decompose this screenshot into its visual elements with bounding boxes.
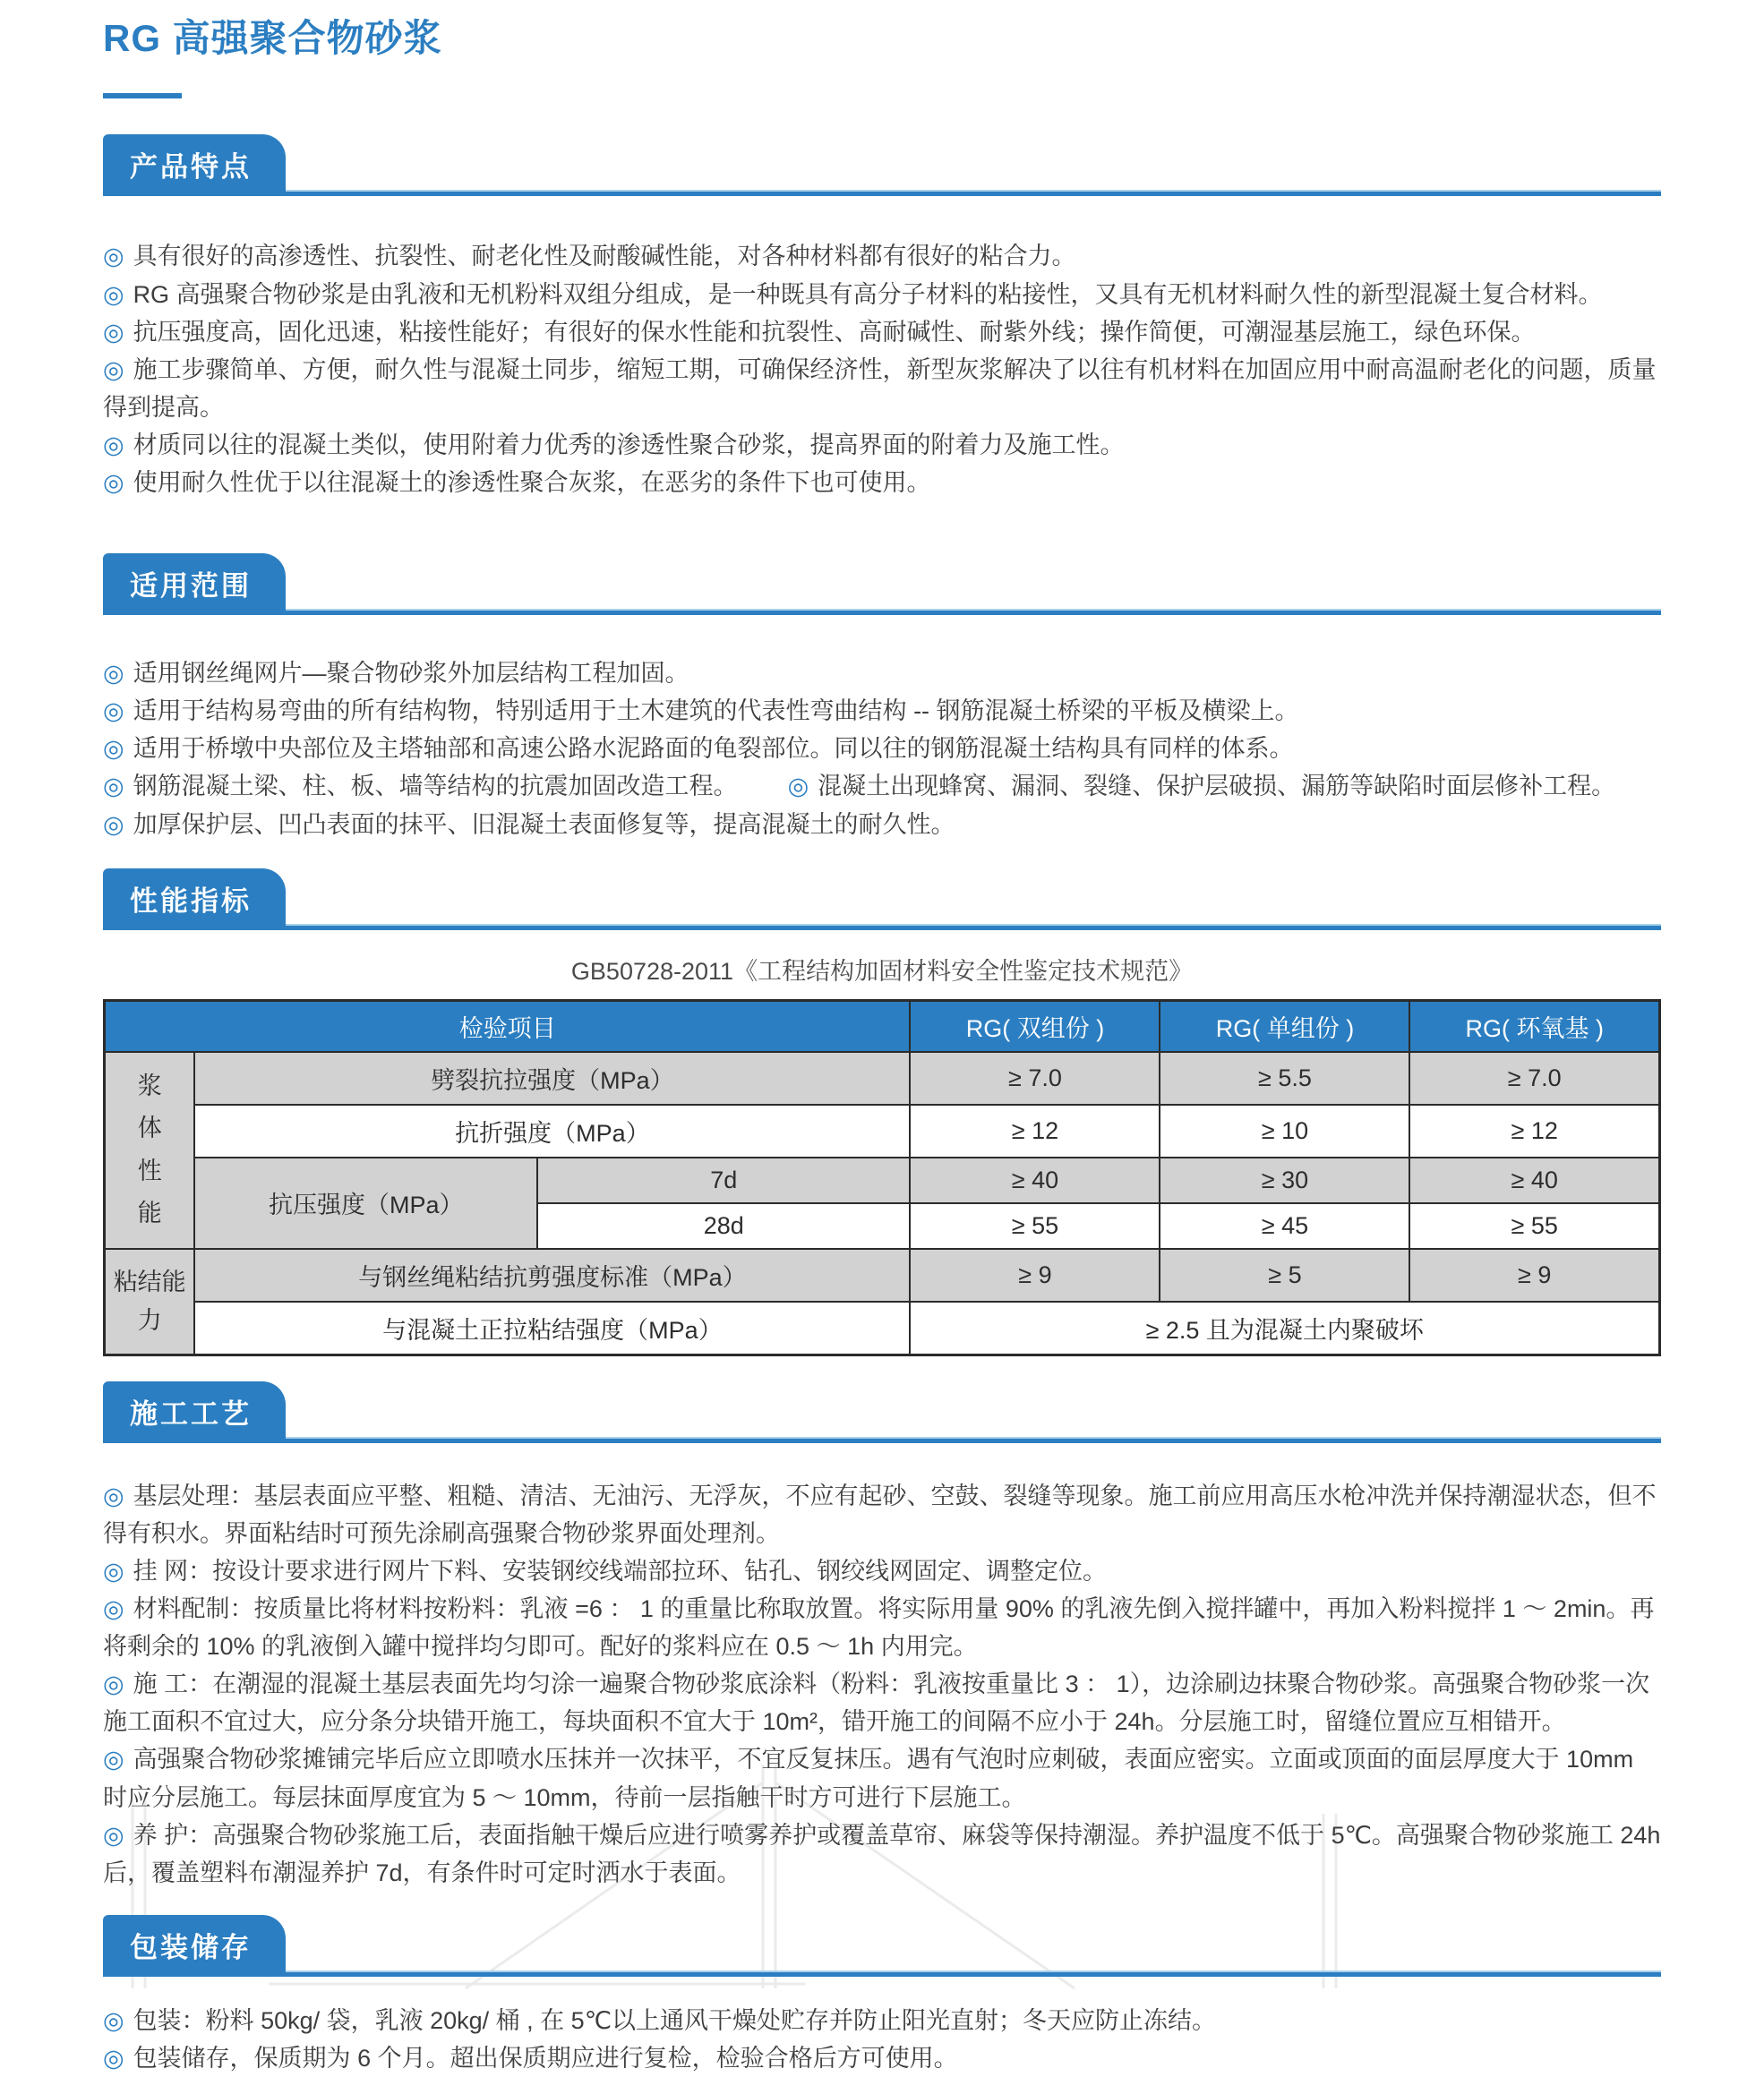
section-badge-scope: 适用范围 xyxy=(103,553,286,615)
list-item xyxy=(103,313,1661,351)
page-title: RG 高强聚合物砂浆 xyxy=(103,17,442,59)
list-item-text: 钢筋混凝土梁、柱、板、墙等结构的抗震加固改造工程。 xyxy=(133,773,738,800)
header-cell-rg-double: RG( 双组份 ) xyxy=(910,1000,1160,1052)
value-cell: ≥ 55 xyxy=(1409,1203,1659,1249)
list-item xyxy=(103,806,1661,843)
list-item-text: 施工步骤简单、方便，耐久性与混凝土同步，缩短工期，可确保经济性，新型灰浆解决了以往有机材料在加固应用中耐高温耐老化的问题，质量得到提高。 xyxy=(103,355,1657,421)
bullet-icon: ◎ xyxy=(103,810,124,838)
bullet-icon: ◎ xyxy=(103,697,124,725)
list-item xyxy=(103,1477,1661,1552)
section-rule xyxy=(103,924,1661,930)
list-item-double xyxy=(103,767,1661,805)
section-features xyxy=(103,134,1661,501)
list-item-text: 抗压强度高，固化迅速，粘接性能好；有很好的保水性能和抗裂性、高耐碱性、耐紫外线；操作简便，可潮湿基层施工，绿色环保。 xyxy=(133,318,1536,346)
list-item-text: 材质同以往的混凝土类似，使用附着力优秀的渗透性聚合砂浆，提高界面的附着力及施工性。 xyxy=(133,431,1125,458)
list-item xyxy=(103,654,1661,692)
performance-table xyxy=(103,999,1661,1356)
value-cell: ≥ 7.0 xyxy=(1409,1052,1659,1105)
packaging-list xyxy=(103,2002,1661,2077)
list-item-text: 加厚保护层、凹凸表面的抹平、旧混凝土表面修复等，提高混凝土的耐久性。 xyxy=(133,810,955,838)
list-item xyxy=(103,1552,1661,1590)
list-item xyxy=(103,2039,1661,2077)
list-item-text: 混凝土出现蜂窝、漏洞、裂缝、保护层破损、漏筋等缺陷时面层修补工程。 xyxy=(818,773,1616,800)
section-header-performance xyxy=(103,868,1661,930)
list-item xyxy=(103,730,1661,767)
table-caption: GB50728-2011《工程结构加固材料安全性鉴定技术规范》 xyxy=(570,957,1194,985)
title-underline xyxy=(103,93,182,98)
bullet-icon: ◎ xyxy=(103,280,124,308)
item-cell: 与混凝土正拉粘结强度（MPa） xyxy=(194,1302,910,1355)
value-cell: ≥ 40 xyxy=(1409,1158,1659,1203)
section-badge-packaging: 包装储存 xyxy=(103,1915,286,1977)
bullet-icon: ◎ xyxy=(103,2045,124,2073)
section-process xyxy=(103,1381,1661,1892)
list-item-text: 具有很好的高渗透性、抗裂性、耐老化性及耐酸碱性能，对各种材料都有很好的粘合力。 xyxy=(133,243,1076,270)
bullet-icon: ◎ xyxy=(787,773,809,800)
table-row xyxy=(105,1249,1660,1302)
bullet-icon: ◎ xyxy=(103,735,124,763)
list-item xyxy=(103,2002,1661,2039)
list-item-text: 适用于结构易弯曲的所有结构物，特别适用于土木建筑的代表性弯曲结构 -- 钢筋混凝土桥梁的平板及横梁上。 xyxy=(133,697,1299,725)
list-item-text: 施 工：在潮湿的混凝土基层表面先均匀涂一遍聚合物砂浆底涂料（粉料：乳液按重量比 3 ： 1），边涂刷边抹聚合物砂浆。高强聚合物砂浆一次施工面积不宜过大，应分条分块错开施工，每块面积不宜大于 10m²，错开施工的间隔不应小于 24h。分层施工时，留缝位置应互相错开。 xyxy=(103,1671,1650,1736)
list-item xyxy=(103,1665,1661,1740)
section-badge-performance: 性能指标 xyxy=(103,868,286,930)
section-rule xyxy=(103,609,1661,615)
value-cell: ≥ 40 xyxy=(910,1158,1160,1203)
list-item-text: 挂 网：按设计要求进行网片下料、安装钢绞线端部拉环、钻孔、钢绞线网固定、调整定位。 xyxy=(133,1557,1108,1585)
section-header-packaging xyxy=(103,1915,1661,1977)
header-cell-item: 检验项目 xyxy=(105,1000,911,1052)
list-item-text: 包装：粉料 50kg/ 袋，乳液 20kg/ 桶 , 在 5℃以上通风干燥处贮存并防止阳光直射；冬天应防止冻结。 xyxy=(133,2006,1217,2034)
bullet-icon: ◎ xyxy=(103,1671,124,1698)
category-cell-paste: 浆体性能 xyxy=(105,1052,195,1249)
list-item xyxy=(103,1590,1661,1665)
bullet-icon: ◎ xyxy=(103,773,124,800)
bullet-icon: ◎ xyxy=(103,355,124,383)
list-item xyxy=(103,1740,1661,1816)
table-row xyxy=(105,1158,1660,1203)
subitem-cell-28d: 28d xyxy=(537,1203,910,1249)
value-cell: ≥ 7.0 xyxy=(910,1052,1160,1105)
section-rule xyxy=(103,1970,1661,1977)
value-cell: ≥ 5 xyxy=(1160,1249,1409,1302)
bullet-icon: ◎ xyxy=(103,469,124,497)
bullet-icon: ◎ xyxy=(103,243,124,270)
bullet-icon: ◎ xyxy=(103,1482,124,1509)
header-cell-rg-epoxy: RG( 环氧基 ) xyxy=(1409,1000,1659,1052)
table-header-row xyxy=(105,1000,1660,1052)
scope-list xyxy=(103,654,1661,843)
value-cell: ≥ 12 xyxy=(1409,1105,1659,1158)
item-cell: 抗折强度（MPa） xyxy=(194,1105,910,1158)
list-item-text: 基层处理：基层表面应平整、粗糙、清洁、无油污、无浮灰，不应有起砂、空鼓、裂缝等现象。施工前应用高压水枪冲洗并保持潮湿状态，但不得有积水。界面粘结时可预先涂刷高强聚合物砂浆界面处理剂。 xyxy=(103,1482,1657,1547)
table-row xyxy=(105,1105,1660,1158)
table-row xyxy=(105,1052,1660,1105)
value-cell: ≥ 10 xyxy=(1160,1105,1409,1158)
list-item xyxy=(103,351,1661,426)
bullet-icon: ◎ xyxy=(103,1557,124,1585)
section-packaging xyxy=(103,1915,1661,2077)
features-list xyxy=(103,237,1661,501)
bullet-icon: ◎ xyxy=(103,660,124,688)
item-cell-compressive: 抗压强度（MPa） xyxy=(194,1158,537,1249)
bullet-icon: ◎ xyxy=(103,318,124,346)
list-item xyxy=(103,276,1661,313)
value-cell: ≥ 55 xyxy=(910,1203,1160,1249)
list-item-text: 包装储存，保质期为 6 个月。超出保质期应进行复检，检验合格后方可使用。 xyxy=(133,2045,958,2073)
item-cell: 劈裂抗拉强度（MPa） xyxy=(194,1052,910,1105)
process-list xyxy=(103,1477,1661,1892)
section-scope xyxy=(103,553,1661,843)
category-cell-bond: 粘结能力 xyxy=(105,1249,195,1355)
list-item xyxy=(103,692,1661,730)
section-badge-features: 产品特点 xyxy=(103,134,286,196)
section-header-features xyxy=(103,134,1661,196)
list-item-text: RG 高强聚合物砂浆是由乳液和无机粉料双组分组成，是一种既具有高分子材料的粘接性，又具有无机材料耐久性的新型混凝土复合材料。 xyxy=(133,280,1603,308)
value-cell: ≥ 45 xyxy=(1160,1203,1409,1249)
bullet-icon: ◎ xyxy=(103,1595,124,1623)
list-item-text: 养 护：高强聚合物砂浆施工后，表面指触干燥后应进行喷雾养护或覆盖草帘、麻袋等保持潮湿。养护温度不低于 5℃。高强聚合物砂浆施工 24h 后，覆盖塑料布潮湿养护 7d，有条件时可定时洒水于表面。 xyxy=(103,1821,1661,1886)
section-header-process xyxy=(103,1381,1661,1443)
bullet-icon: ◎ xyxy=(103,431,124,458)
list-item xyxy=(103,464,1661,501)
section-header-scope xyxy=(103,553,1661,615)
header-cell-rg-single: RG( 单组份 ) xyxy=(1160,1000,1409,1052)
item-cell: 与钢丝绳粘结抗剪强度标准（MPa） xyxy=(194,1249,910,1302)
value-cell: ≥ 5.5 xyxy=(1160,1052,1409,1105)
table-row xyxy=(105,1302,1660,1355)
value-cell-span: ≥ 2.5 且为混凝土内聚破坏 xyxy=(910,1302,1659,1355)
section-rule xyxy=(103,190,1661,196)
list-item-text: 高强聚合物砂浆摊铺完毕后应立即喷水压抹并一次抹平，不宜反复抹压。遇有气泡时应刺破，表面应密实。立面或顶面的面层厚度大于 10mm 时应分层施工。每层抹面厚度宜为 5 ～ 10mm，待前一层指触干时方可进行下层施工。 xyxy=(103,1746,1634,1811)
list-item-text: 适用钢丝绳网片—聚合物砂浆外加层结构工程加固。 xyxy=(133,660,689,688)
list-item xyxy=(103,237,1661,275)
list-item-text: 适用于桥墩中央部位及主塔轴部和高速公路水泥路面的龟裂部位。同以往的钢筋混凝土结构具有同样的体系。 xyxy=(133,735,1294,763)
bullet-icon: ◎ xyxy=(103,1746,124,1774)
value-cell: ≥ 9 xyxy=(1409,1249,1659,1302)
section-badge-process: 施工工艺 xyxy=(103,1381,286,1443)
value-cell: ≥ 30 xyxy=(1160,1158,1409,1203)
value-cell: ≥ 9 xyxy=(910,1249,1160,1302)
list-item xyxy=(103,426,1661,464)
subitem-cell-7d: 7d xyxy=(537,1158,910,1203)
bullet-icon: ◎ xyxy=(103,1821,124,1849)
bullet-icon: ◎ xyxy=(103,2006,124,2034)
list-item-text: 材料配制：按质量比将材料按粉料：乳液 =6 ： 1 的重量比称取放置。将实际用量 90% 的乳液先倒入搅拌罐中，再加入粉料搅拌 1 ～ 2min。再将剩余的 10% 的乳液倒入罐中搅拌均匀即可。配好的浆料应在 0.5 ～ 1h 内用完。 xyxy=(103,1595,1655,1661)
section-rule xyxy=(103,1437,1661,1443)
list-item-text: 使用耐久性优于以往混凝土的渗透性聚合灰浆，在恶劣的条件下也可使用。 xyxy=(133,469,931,497)
value-cell: ≥ 12 xyxy=(910,1105,1160,1158)
list-item xyxy=(103,1816,1661,1892)
section-performance xyxy=(103,868,1661,1356)
